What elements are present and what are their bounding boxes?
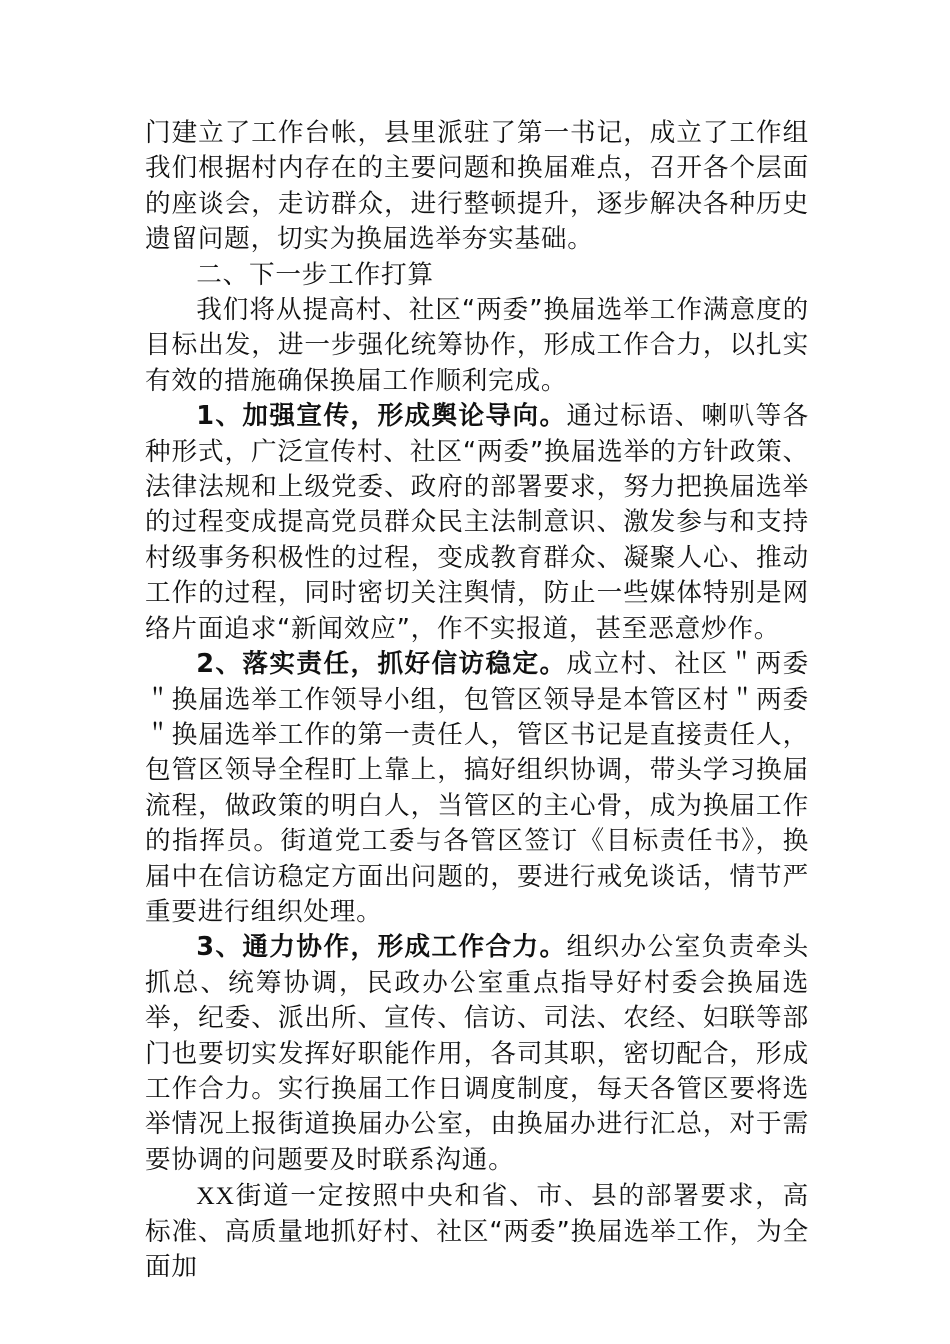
section-heading: [145, 258, 809, 293]
paragraph-text: 门建立了工作台帐，县里派驻了第一书记，成立了工作组我们根据村内存在的主要问题和换届难点，召开各个层面的座谈会，走访群众，进行整顿提升，逐步解决各种历史遗留问题，切实为换届选举夯实基础。: [145, 118, 809, 255]
paragraph-text: 成立村、社区＂两委＂换届选举工作领导小组，包管区领导是本管区村＂两委＂换届选举工作的第一责任人，管区书记是直接责任人，包管区领导全程盯上靠上，搞好组织协调，带头学习换届流程，做政策的明白人，当管区的主心骨，成为换届工作的指挥员。街道党工委与各管区签订《目标责任书》，换届中在信访稳定方面出问题的，要进行戒免谈话，情节严重要进行组织处理。: [145, 649, 809, 927]
item-lead-heading: 1、加强宣传，形成舆论导向。: [196, 401, 567, 432]
paragraph-continuation: [145, 116, 809, 258]
paragraph-item-2: [145, 647, 809, 930]
paragraph-item-3: [145, 930, 809, 1178]
section-heading-text: 二、下一步工作打算: [196, 259, 434, 290]
paragraph-text: 通过标语、喇叭等各种形式，广泛宣传村、社区“两委”换届选举的方针政策、法律法规和上级党委、政府的部署要求，努力把换届选举的过程变成提高党员群众民主法制意识、激发参与和支持村级事务积极性的过程，变成教育群众、凝聚人心、推动工作的过程，同时密切关注舆情，防止一些媒体特别是网络片面追求“新闻效应”，作不实报道，甚至恶意炒作。: [145, 401, 809, 644]
paragraph-intro: [145, 293, 809, 399]
paragraph-text: 我们将从提高村、社区“两委”换届选举工作满意度的目标出发，进一步强化统筹协作，形成工作合力，以扎实有效的措施确保换届工作顺利完成。: [145, 295, 809, 396]
item-lead-heading: 3、通力协作，形成工作合力。: [196, 932, 567, 963]
paragraph-text: 组织办公室负责牵头抓总、统筹协调，民政办公室重点指导好村委会换届选举，纪委、派出所、宣传、信访、司法、农经、妇联等部门也要切实发挥好职能作用，各司其职，密切配合，形成工作合力。实行换届工作日调度制度，每天各管区要将选举情况上报街道换届办公室，由换届办进行汇总，对于需要协调的问题要及时联系沟通。: [145, 932, 809, 1175]
paragraph-item-1: [145, 399, 809, 647]
paragraph-closing: [145, 1178, 809, 1285]
paragraph-prefix: XX: [196, 1181, 235, 1211]
item-lead-heading: 2、落实责任，抓好信访稳定。: [196, 649, 567, 680]
paragraph-text: 街道一定按照中央和省、市、县的部署要求，高标准、高质量地抓好村、社区“两委”换届选举工作，为全面加: [145, 1181, 809, 1282]
document-body: [145, 116, 809, 1285]
